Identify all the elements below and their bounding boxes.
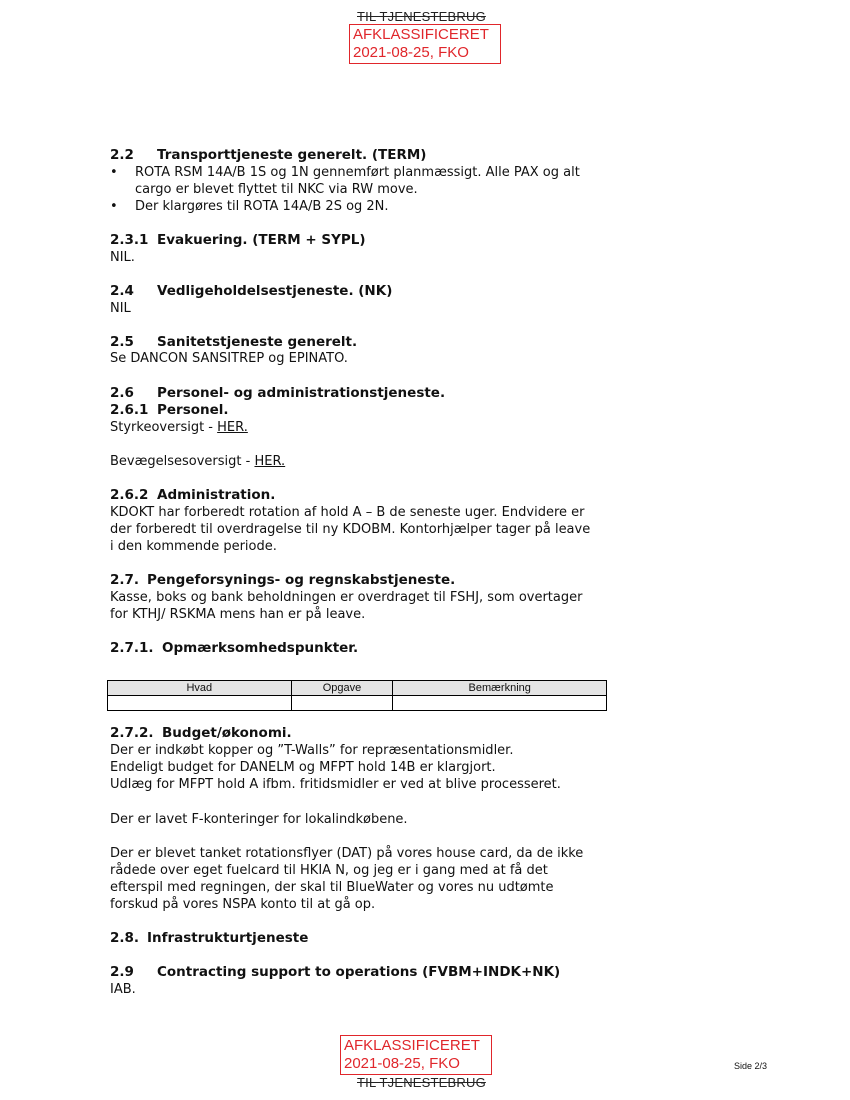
classification-marking-top: TIL TJENESTEBRUG [357, 9, 486, 24]
section-number: 2.6.1 [110, 402, 149, 418]
section-heading-2-7 [110, 572, 455, 588]
section-text-2-7-2 [110, 742, 630, 793]
section-number: 2.7.2. [110, 725, 154, 741]
table-cell [108, 696, 292, 711]
personnel-line-1 [110, 419, 248, 436]
styrkeoversigt-link[interactable]: HER. [217, 420, 248, 435]
section-number: 2.7.1. [110, 640, 154, 656]
text-line: Kasse, boks og bank beholdningen er overdraget til FSHJ, som overtager [110, 590, 583, 605]
section-text-2-4: NIL [110, 301, 131, 316]
section-text-2-5: Se DANCON SANSITREP og EPINATO. [110, 351, 348, 366]
section-title: Transporttjeneste generelt. (TERM) [157, 147, 427, 163]
stamp-line-1: AFKLASSIFICERET [344, 1037, 480, 1054]
section-number: 2.7. [110, 572, 140, 588]
section-title: Evakuering. (TERM + SYPL) [157, 232, 366, 248]
page-number: Side 2/3 [734, 1061, 768, 1071]
section-text-2-6-2 [110, 504, 630, 555]
text-line: efterspil med regningen, der skal til BlueWater og vores nu udtømte [110, 880, 554, 895]
section-title: Infrastrukturtjeneste [147, 930, 309, 946]
text-line: der forberedt til overdragelse til ny KDOBM. Kontorhjælper tager på leave [110, 522, 591, 537]
section-heading-2-6 [110, 385, 445, 401]
table-cell [291, 696, 393, 711]
section-heading-2-8 [110, 930, 308, 946]
column-header-hvad: Hvad [108, 681, 292, 696]
section-title: Opmærksomhedspunkter. [162, 640, 359, 656]
section-text-2-7-2-para2: Der er lavet F-konteringer for lokalindkøbene. [110, 812, 408, 827]
section-title: Vedligeholdelsestjeneste. (NK) [157, 283, 393, 299]
section-heading-2-3-1 [110, 232, 366, 248]
column-header-bemaerkning: Bemærkning [393, 681, 607, 696]
section-heading-2-4 [110, 283, 392, 299]
line-label: Styrkeoversigt - [110, 420, 218, 435]
section-heading-2-6-2 [110, 487, 275, 503]
section-number: 2.8. [110, 930, 140, 946]
text-line: Der er indkøbt kopper og ”T-Walls” for repræsentationsmidler. [110, 743, 514, 758]
section-title: Personel. [157, 402, 229, 418]
table-row [108, 696, 607, 711]
section-heading-2-6-1 [110, 402, 229, 418]
list-item: • ROTA RSM 14A/B 1S og 1N gennemført planmæssigt. Alle PAX og alt cargo er blevet flyttet til NKC via RW move. [110, 164, 610, 198]
section-number: 2.6.2 [110, 487, 149, 503]
section-title: Sanitetstjeneste generelt. [157, 334, 358, 350]
text-line: i den kommende periode. [110, 539, 277, 554]
column-header-opgave: Opgave [291, 681, 393, 696]
section-title: Contracting support to operations (FVBM+INDK+NK) [157, 964, 561, 980]
section-title: Pengeforsynings- og regnskabstjeneste. [147, 572, 456, 588]
text-line: KDOKT har forberedt rotation af hold A – B de seneste uger. Endvidere er [110, 505, 585, 520]
bevaegelsesoversigt-link[interactable]: HER. [254, 454, 286, 469]
text-line: Endeligt budget for DANELM og MFPT hold 14B er klargjort. [110, 760, 496, 775]
section-heading-2-2 [110, 147, 426, 163]
text-line: Udlæg for MFPT hold A ifbm. fritidsmidler er ved at blive processeret. [110, 777, 561, 792]
stamp-line-2: 2021-08-25, FKO [353, 44, 469, 61]
section-number: 2.3.1 [110, 232, 149, 248]
declassification-stamp-top [349, 24, 501, 64]
section-title: Personel- og administrationstjeneste. [157, 385, 446, 401]
section-heading-2-7-1 [110, 640, 358, 656]
table-header-row [108, 681, 607, 696]
section-text-2-9: IAB. [110, 982, 136, 997]
section-number: 2.5 [110, 334, 134, 350]
section-number: 2.4 [110, 283, 134, 299]
stamp-line-1: AFKLASSIFICERET [353, 26, 489, 43]
text-line: for KTHJ/ RSKMA mens han er på leave. [110, 607, 366, 622]
text-line: Der er blevet tanket rotationsflyer (DAT) på vores house card, da de ikke [110, 846, 584, 861]
classification-marking-bottom: TIL TJENESTEBRUG [357, 1075, 486, 1090]
section-text-2-3-1: NIL. [110, 250, 135, 265]
section-number: 2.9 [110, 964, 134, 980]
line-label: Bevægelsesoversigt - [110, 454, 255, 469]
stamp-line-2: 2021-08-25, FKO [344, 1055, 460, 1072]
section-number: 2.2 [110, 147, 134, 163]
text-line: forskud på vores NSPA konto til at gå op. [110, 897, 376, 912]
attention-points-table [107, 680, 607, 711]
list-item: • Der klargøres til ROTA 14A/B 2S og 2N. [110, 198, 610, 215]
section-title: Budget/økonomi. [162, 725, 292, 741]
section-heading-2-5 [110, 334, 357, 350]
section-title: Administration. [157, 487, 276, 503]
declassification-stamp-bottom [340, 1035, 492, 1075]
section-heading-2-9 [110, 964, 560, 980]
section-number: 2.6 [110, 385, 134, 401]
personnel-line-2 [110, 453, 285, 470]
section-text-2-7 [110, 589, 630, 623]
table-cell [393, 696, 607, 711]
section-text-2-7-2-para3 [110, 845, 630, 913]
section-heading-2-7-2 [110, 725, 292, 741]
text-line: rådede over eget fuelcard til HKIA N, og jeg er i gang med at få det [110, 863, 548, 878]
bullet-list-2-2 [110, 164, 610, 215]
